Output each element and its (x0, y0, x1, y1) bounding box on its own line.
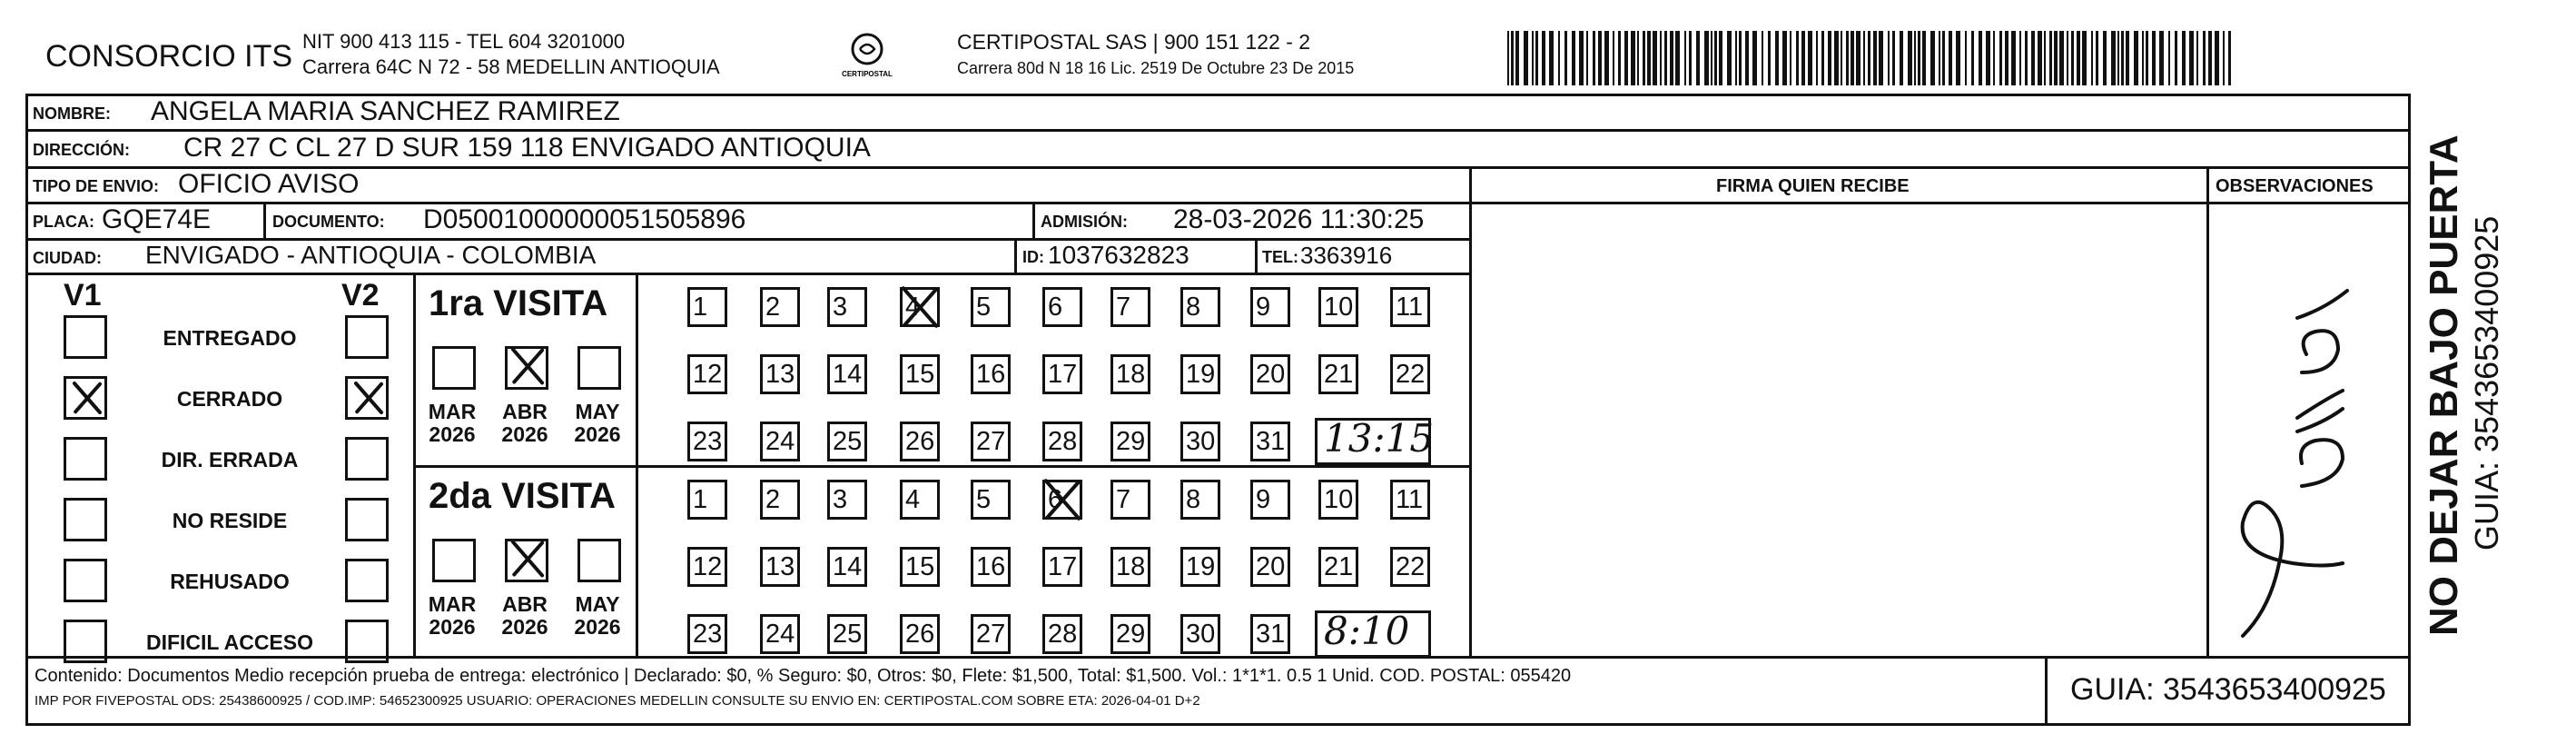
month-year: 2026 (429, 615, 476, 640)
month-label (416, 593, 489, 640)
direccion-label: DIRECCIÓN: (33, 141, 130, 159)
day-cell[interactable]: 27 (971, 422, 1011, 461)
v2-checkbox[interactable] (345, 437, 389, 481)
month-name: MAR (428, 400, 477, 423)
v1-checkbox[interactable] (64, 315, 107, 359)
day-cell[interactable]: 7 (1110, 480, 1150, 520)
day-cell[interactable]: 31 (1250, 422, 1290, 461)
status-label: CERRADO (176, 387, 283, 411)
month-label (489, 401, 561, 447)
firma-label: FIRMA QUIEN RECIBE (1716, 176, 1910, 196)
month-name: ABR (502, 400, 548, 423)
day-cell[interactable]: 27 (971, 614, 1011, 654)
month-name: MAR (428, 592, 477, 616)
day-cell[interactable]: 9 (1250, 480, 1290, 520)
month-year: 2026 (574, 422, 621, 447)
visit-title: 1ra VISITA (429, 283, 608, 323)
side-warning: NO DEJAR BAJO PUERTA (2422, 134, 2466, 636)
nombre-value: ANGELA MARIA SANCHEZ RAMIREZ (151, 96, 620, 126)
v1-checkbox[interactable] (64, 559, 107, 602)
month-checkbox[interactable] (577, 346, 621, 390)
month-label (561, 593, 634, 640)
month-checkbox[interactable] (432, 346, 476, 390)
day-cell[interactable]: 15 (900, 354, 940, 394)
day-cell[interactable]: 2 (760, 287, 800, 327)
placa-value: GQE74E (102, 204, 212, 234)
day-cell[interactable]: 28 (1042, 614, 1082, 654)
day-cell[interactable]: 12 (687, 354, 727, 394)
day-cell[interactable]: 22 (1390, 547, 1430, 587)
observaciones-label: OBSERVACIONES (2216, 176, 2374, 196)
day-cell[interactable]: 30 (1180, 614, 1220, 654)
v1-checkbox[interactable] (64, 498, 107, 541)
day-cell[interactable]: 25 (827, 614, 867, 654)
month-name: MAY (575, 592, 620, 616)
month-checkbox[interactable] (505, 346, 548, 390)
v1-checkbox[interactable] (64, 376, 107, 420)
v2-label: V2 (341, 278, 380, 313)
company-name: CONSORCIO ITS (45, 39, 293, 74)
day-cell[interactable]: 1 (687, 480, 727, 520)
month-year: 2026 (574, 615, 621, 640)
tipo-envio-label: TIPO DE ENVIO: (33, 177, 160, 195)
day-cell[interactable]: 2 (760, 480, 800, 520)
visit-time: 13:15 (1324, 416, 1435, 461)
v1-checkbox[interactable] (64, 437, 107, 481)
day-cell[interactable]: 17 (1042, 354, 1082, 394)
documento-label: DOCUMENTO: (272, 213, 385, 231)
certipostal-logo (840, 29, 894, 84)
svg-text:CERTIPOSTAL: CERTIPOSTAL (842, 70, 893, 78)
v2-checkbox[interactable] (345, 315, 389, 359)
month-label (561, 401, 634, 447)
day-cell[interactable]: 8 (1180, 287, 1220, 327)
day-cell[interactable]: 19 (1180, 354, 1220, 394)
footer-print-info: IMP POR FIVEPOSTAL ODS: 25438600925 / COD.IMP: 54652300925 USUARIO: OPERACIONES MEDELLIN CONSULTE SU ENVIO EN: CERTIPOSTAL.COM SOBRE ETA: 2026-04-01 D+2 (35, 693, 1200, 709)
day-cell[interactable]: 17 (1042, 547, 1082, 587)
status-label: DIFICIL ACCESO (145, 630, 313, 654)
nombre-label: NOMBRE: (33, 104, 111, 123)
day-cell[interactable]: 6 (1042, 287, 1082, 327)
placa-label: PLACA: (33, 213, 94, 231)
day-cell[interactable]: 29 (1110, 614, 1150, 654)
day-cell[interactable]: 30 (1180, 422, 1220, 461)
day-cell[interactable]: 7 (1110, 287, 1150, 327)
day-cell[interactable]: 1 (687, 287, 727, 327)
month-checkbox[interactable] (577, 539, 621, 582)
day-cell[interactable]: 10 (1318, 480, 1358, 520)
month-year: 2026 (429, 422, 476, 447)
day-cell[interactable]: 23 (687, 422, 727, 461)
month-checkbox[interactable] (505, 539, 548, 582)
ciudad-label: CIUDAD: (33, 249, 102, 267)
tipo-envio-value: OFICIO AVISO (178, 169, 360, 199)
month-name: ABR (502, 592, 548, 616)
day-cell[interactable]: 21 (1318, 354, 1358, 394)
day-cell[interactable]: 6 (1042, 480, 1082, 520)
day-cell[interactable]: 29 (1110, 422, 1150, 461)
v2-checkbox[interactable] (345, 620, 389, 663)
footer-content: Contenido: Documentos Medio recepción prueba de entrega: electrónico | Declarado: $0, % Seguro: $0, Otros: $0, Flete: $1,500, Total: $1,500. Vol.: 1*1*1. 0.5 1 Unid. COD. POSTAL: 055420 (35, 666, 1572, 686)
admision-value: 28-03-2026 11:30:25 (1173, 204, 1425, 234)
day-cell[interactable]: 19 (1180, 547, 1220, 587)
day-cell[interactable]: 15 (900, 547, 940, 587)
barcode (1507, 31, 2234, 85)
id-value: 1037632823 (1048, 241, 1189, 269)
company-nit: NIT 900 413 115 - TEL 604 3201000 (302, 30, 626, 53)
status-label: DIR. ERRADA (161, 448, 299, 471)
month-label (489, 593, 561, 640)
day-cell[interactable]: 16 (971, 354, 1011, 394)
day-cell[interactable]: 18 (1110, 354, 1150, 394)
status-label: NO RESIDE (172, 509, 288, 532)
documento-value: D05001000000051505896 (423, 204, 746, 234)
month-year: 2026 (501, 615, 548, 640)
visit-title: 2da VISITA (429, 476, 616, 516)
tel-value: 3363916 (1300, 242, 1393, 269)
day-cell[interactable]: 28 (1042, 422, 1082, 461)
day-cell[interactable]: 26 (900, 614, 940, 654)
status-label: ENTREGADO (163, 326, 297, 350)
tel-label: TEL: (1262, 248, 1298, 266)
day-cell[interactable]: 13 (760, 547, 800, 587)
day-cell[interactable]: 10 (1318, 287, 1358, 327)
visit-time: 8:10 (1324, 609, 1410, 653)
v2-checkbox[interactable] (345, 559, 389, 602)
ciudad-value: ENVIGADO - ANTIOQUIA - COLOMBIA (145, 241, 597, 269)
day-cell[interactable]: 4 (900, 480, 940, 520)
v2-checkbox[interactable] (345, 498, 389, 541)
month-year: 2026 (501, 422, 548, 447)
day-cell[interactable]: 11 (1390, 480, 1430, 520)
day-cell[interactable]: 9 (1250, 287, 1290, 327)
day-cell[interactable]: 5 (971, 287, 1011, 327)
carrier-name: CERTIPOSTAL SAS | 900 151 122 - 2 (957, 30, 1311, 54)
day-cell[interactable]: 5 (971, 480, 1011, 520)
status-label: REHUSADO (170, 570, 290, 593)
direccion-value: CR 27 C CL 27 D SUR 159 118 ENVIGADO ANTIOQUIA (183, 133, 871, 163)
day-cell[interactable]: 14 (827, 354, 867, 394)
day-cell[interactable]: 20 (1250, 354, 1290, 394)
carrier-address: Carrera 80d N 18 16 Lic. 2519 De Octubre 23 De 2015 (957, 59, 1355, 77)
month-label (416, 401, 489, 447)
admision-label: ADMISIÓN: (1041, 213, 1128, 231)
day-cell[interactable]: 11 (1390, 287, 1430, 327)
id-label: ID: (1022, 248, 1044, 266)
day-cell[interactable]: 24 (760, 614, 800, 654)
footer-guia: GUIA: 3543653400925 (2070, 672, 2386, 707)
day-cell[interactable]: 22 (1390, 354, 1430, 394)
month-checkbox[interactable] (432, 539, 476, 582)
day-cell[interactable]: 20 (1250, 547, 1290, 587)
day-cell[interactable]: 3 (827, 287, 867, 327)
day-cell[interactable]: 24 (760, 422, 800, 461)
day-cell[interactable]: 23 (687, 614, 727, 654)
day-cell[interactable]: 4 (900, 287, 940, 327)
side-guia: GUIA: 3543653400925 (2468, 215, 2505, 551)
day-cell[interactable]: 3 (827, 480, 867, 520)
company-address: Carrera 64C N 72 - 58 MEDELLIN ANTIOQUIA (302, 55, 720, 78)
day-cell[interactable]: 13 (760, 354, 800, 394)
day-cell[interactable]: 16 (971, 547, 1011, 587)
day-cell[interactable]: 31 (1250, 614, 1290, 654)
v1-checkbox[interactable] (64, 620, 107, 663)
day-cell[interactable]: 26 (900, 422, 940, 461)
day-cell[interactable]: 12 (687, 547, 727, 587)
day-cell[interactable]: 14 (827, 547, 867, 587)
v2-checkbox[interactable] (345, 376, 389, 420)
v1-label: V1 (64, 278, 102, 313)
day-cell[interactable]: 25 (827, 422, 867, 461)
day-cell[interactable]: 8 (1180, 480, 1220, 520)
day-cell[interactable]: 18 (1110, 547, 1150, 587)
day-cell[interactable]: 21 (1318, 547, 1358, 587)
month-name: MAY (575, 400, 620, 423)
